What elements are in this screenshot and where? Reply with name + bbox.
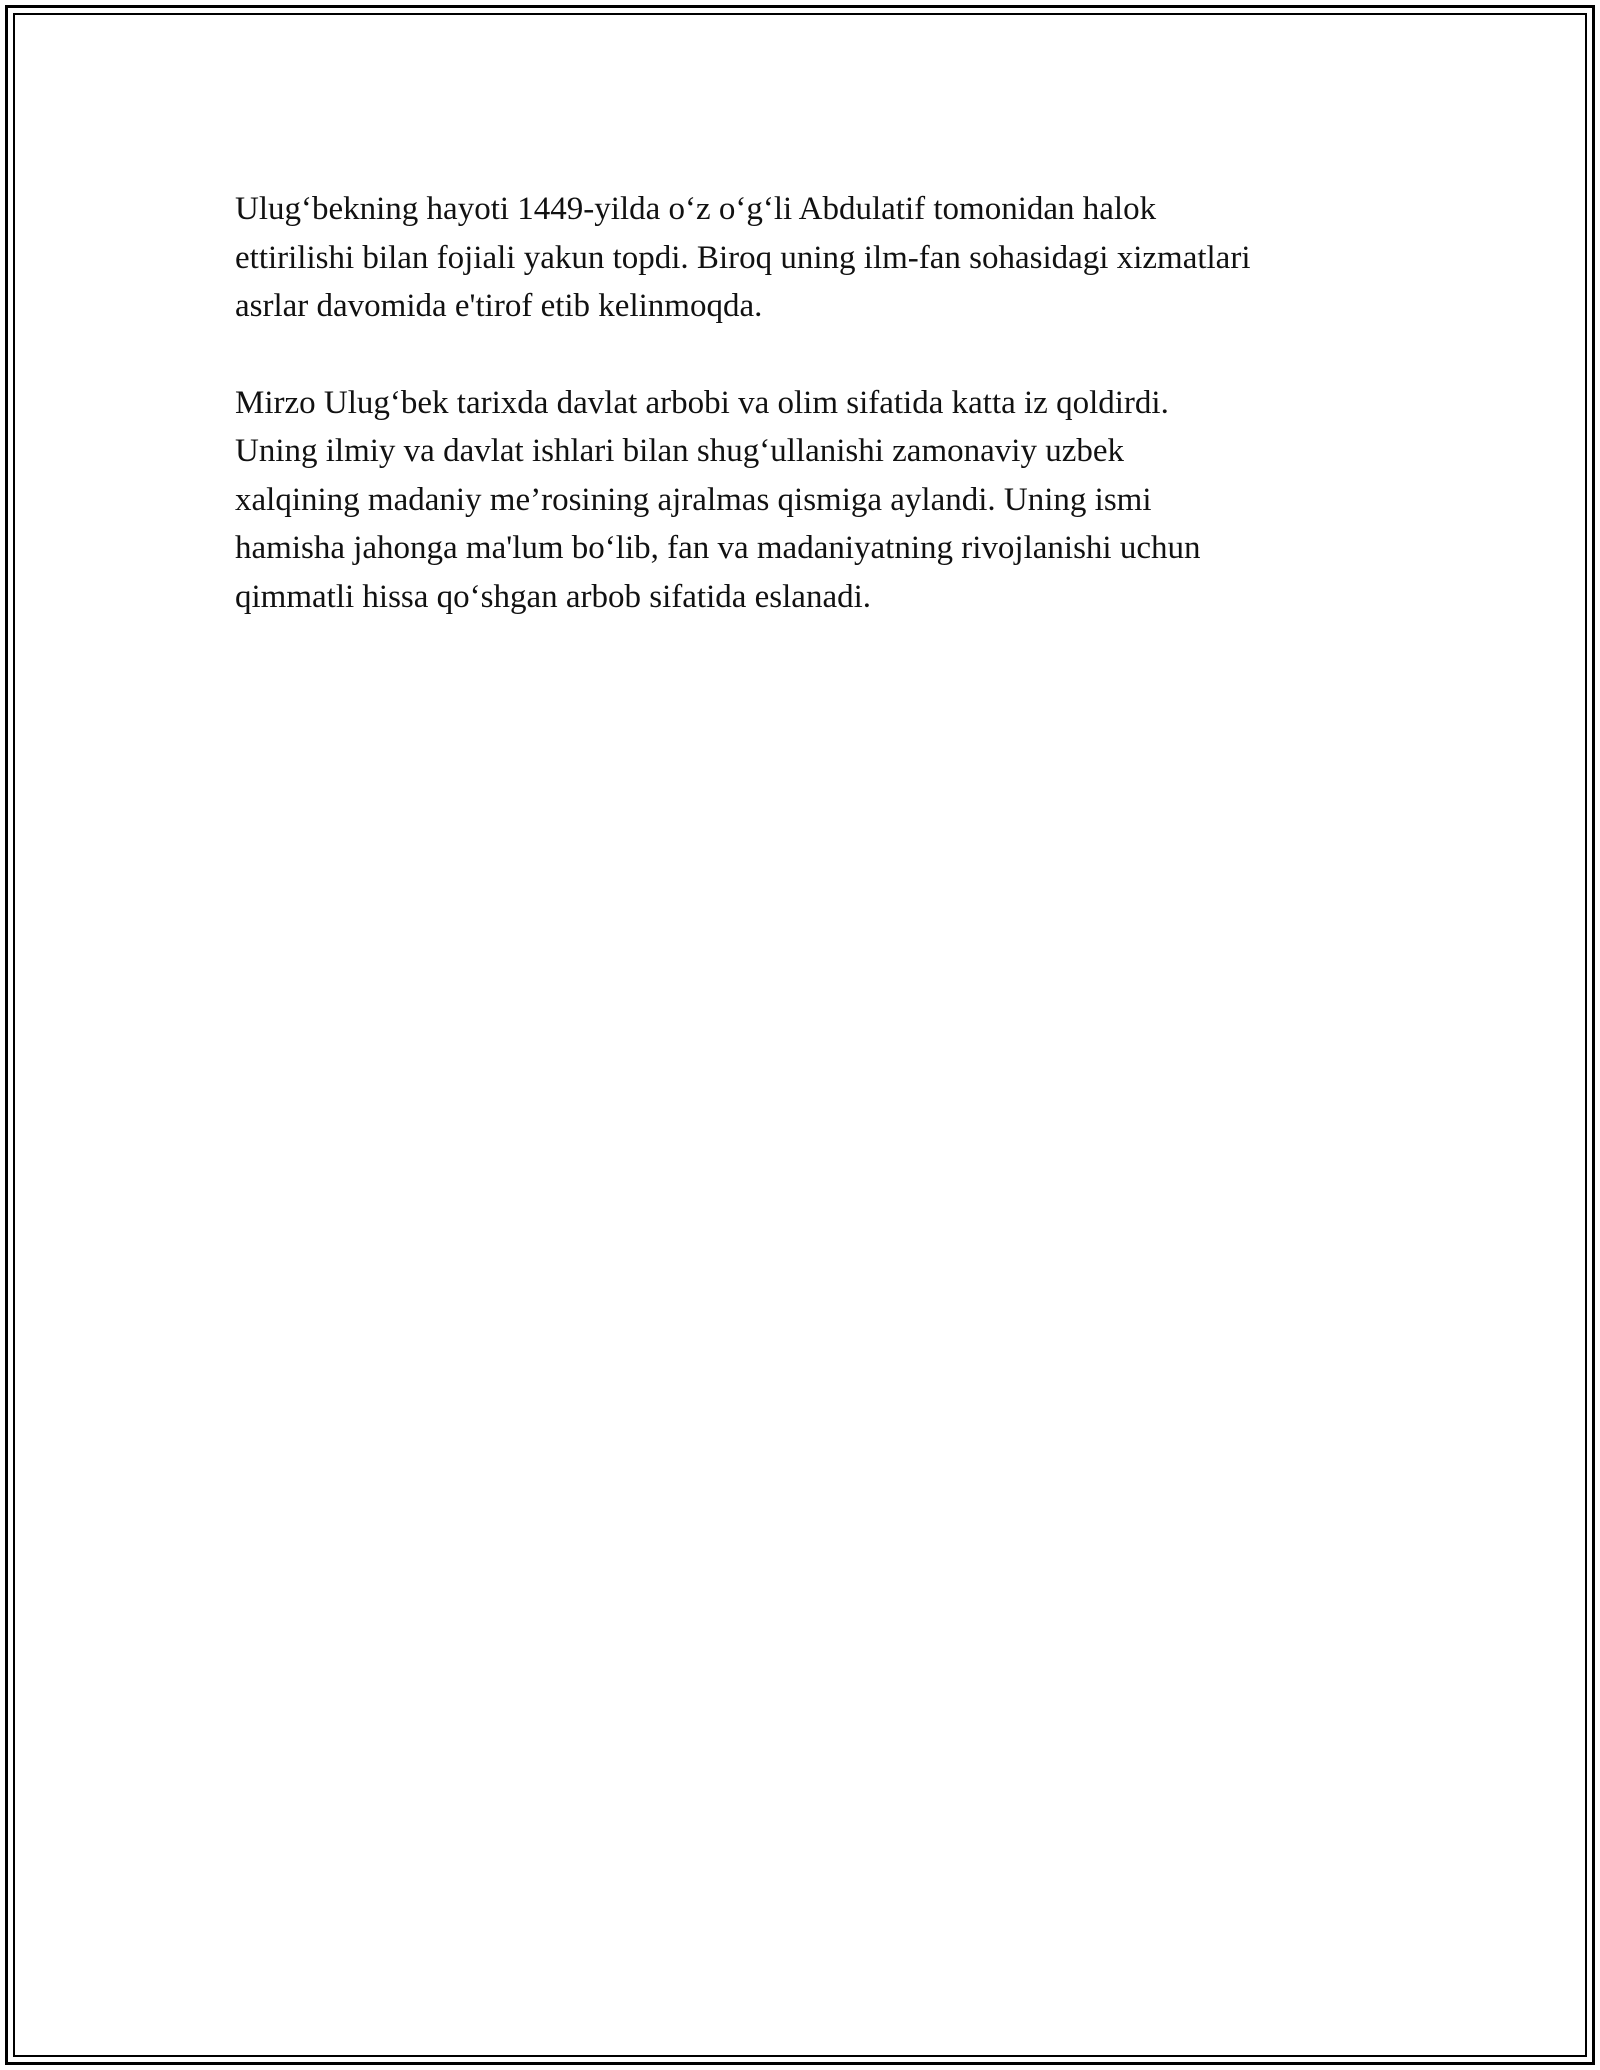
paragraph-2: [235, 379, 1385, 622]
paragraph-line: hamisha jahonga ma'lum bo‘lib, fan va madaniyatning rivojlanishi uchun: [235, 530, 1201, 566]
paragraph-line: qimmatli hissa qo‘shgan arbob sifatida eslanadi.: [235, 578, 872, 615]
paragraph-1: [235, 185, 1385, 331]
paragraph-line: Mirzo Ulug‘bek tarixda davlat arbobi va olim sifatida katta iz qoldirdi.: [235, 384, 1169, 421]
paragraph-line: Ulug‘bekning hayoti 1449-yilda o‘z o‘g‘li Abdulatif tomonidan halok: [235, 191, 1157, 227]
paragraph-line: xalqining madaniy me’rosining ajralmas qismiga aylandi. Uning ismi: [235, 481, 1152, 518]
paragraph-line: ettirilishi bilan fojiali yakun topdi. Biroq uning ilm-fan sohasidagi xizmatlari: [235, 239, 1251, 276]
paragraph-line: Uning ilmiy va davlat ishlari bilan shug‘ullanishi zamonaviy uzbek: [235, 433, 1124, 469]
document-body: [235, 185, 1385, 669]
paragraph-line: asrlar davomida e'tirof etib kelinmoqda.: [235, 288, 763, 324]
